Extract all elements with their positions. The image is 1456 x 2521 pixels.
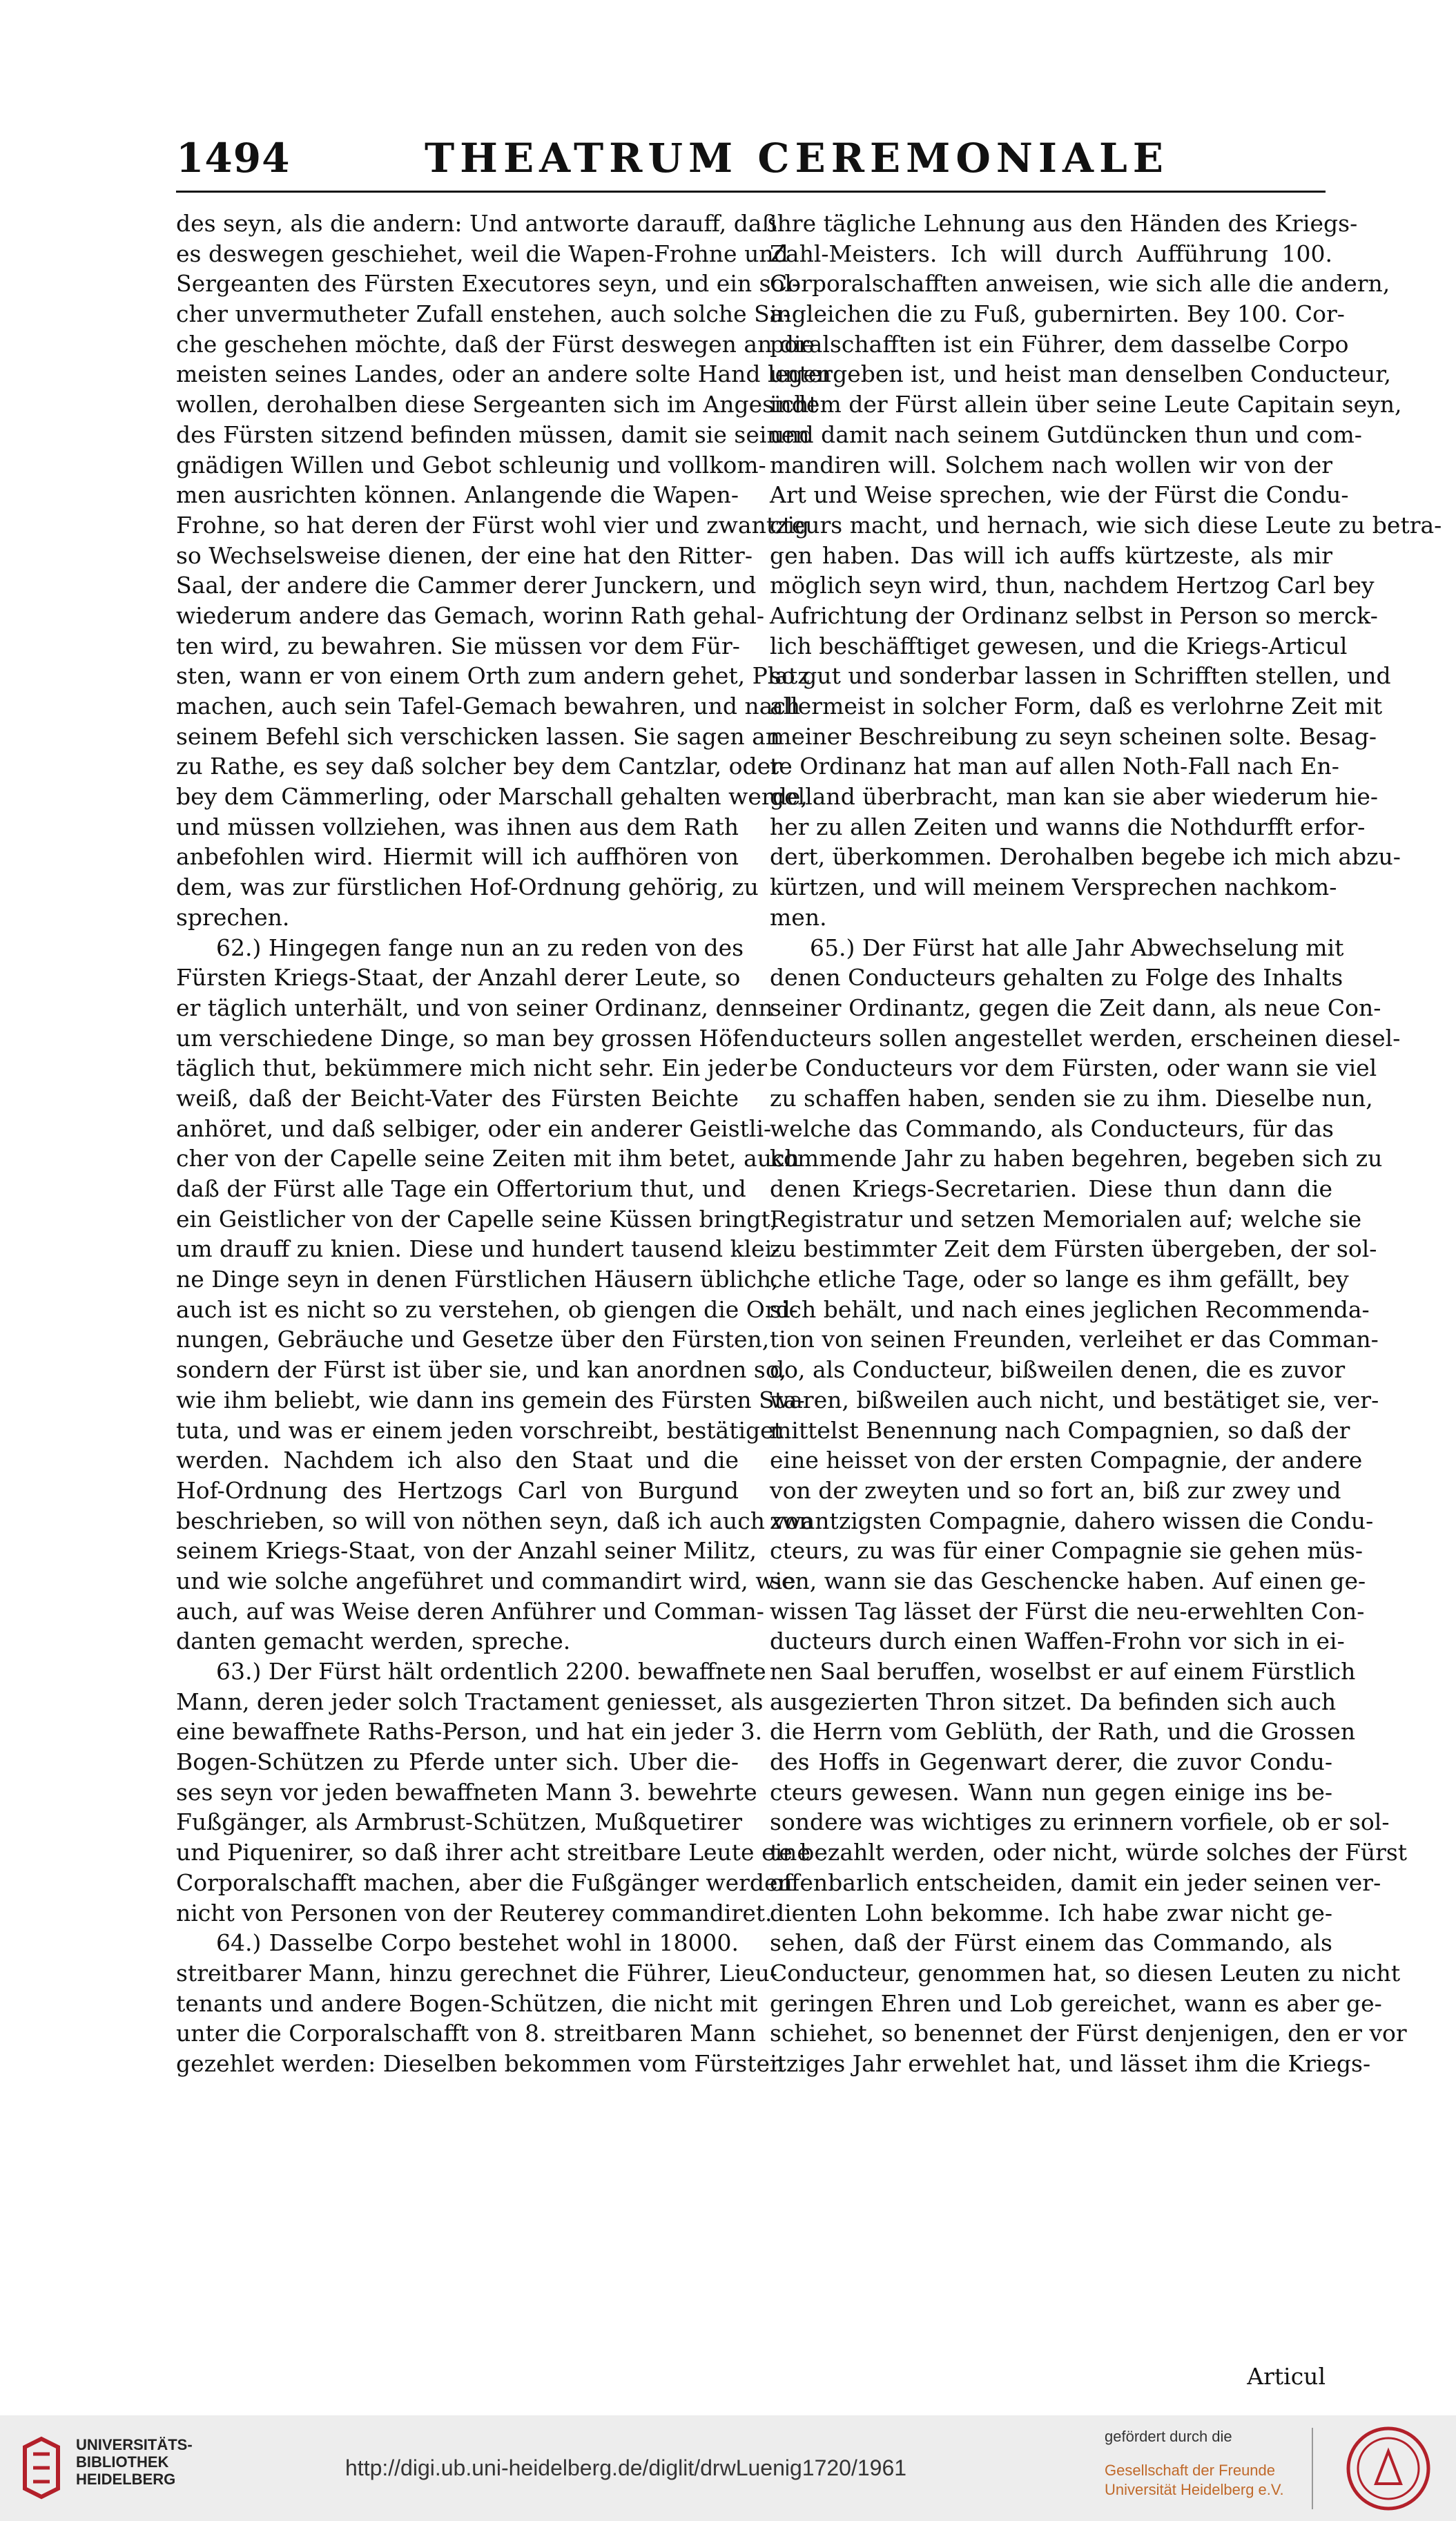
institution-line: HEIDELBERG xyxy=(76,2471,176,2488)
text-line: cteurs, zu was für einer Compagnie sie gehen müs- xyxy=(770,1537,1363,1565)
text-line: Hof-Ordnung des Hertzogs Carl von Burgund xyxy=(176,1476,739,1504)
text-line: seinem Kriegs-Staat, von der Anzahl seiner Militz, xyxy=(176,1537,757,1565)
text-line: denen Kriegs-Secretarien. Diese thun dann die xyxy=(770,1175,1332,1202)
text-line: nen Saal beruffen, woselbst er auf einem Fürstlich xyxy=(770,1658,1356,1685)
text-line: so gut und sonderbar lassen in Schrifften stellen, und xyxy=(770,662,1391,690)
text-line: Aufrichtung der Ordinanz selbst in Person so merck- xyxy=(770,601,1378,629)
text-line: ausgezierten Thron sitzet. Da befinden sich auch xyxy=(770,1688,1337,1715)
text-line: mittelst Benennung nach Compagnien, so daß der xyxy=(770,1416,1350,1444)
text-line: be Conducteurs vor dem Fürsten, oder wann sie viel xyxy=(770,1054,1377,1082)
text-line: Saal, der andere die Cammer derer Junckern, und xyxy=(176,572,757,599)
text-line: welche das Commando, als Conducteurs, für das xyxy=(770,1114,1334,1142)
text-line: men ausrichten können. Anlangende die Wapen- xyxy=(176,481,739,509)
text-line: sondern der Fürst ist über sie, und kan anordnen so, xyxy=(176,1356,787,1384)
text-line: denen Conducteurs gehalten zu Folge des Inhalts xyxy=(770,964,1343,992)
text-line: Zahl-Meisters. Ich will durch Aufführung 100. xyxy=(770,240,1332,267)
page-header xyxy=(176,135,1322,190)
text-line: um drauff zu knien. Diese und hundert tausend klei- xyxy=(176,1235,780,1263)
text-line: cteurs gewesen. Wann nun gegen einige ins be- xyxy=(770,1778,1332,1806)
text-line: cher unvermutheter Zufall enstehen, auch solche Sa- xyxy=(176,300,791,328)
text-line: 62.) Hingegen fange nun an zu reden von des xyxy=(216,934,744,961)
text-line: seiner Ordinantz, gegen die Zeit dann, als neue Con- xyxy=(770,994,1381,1021)
text-line: Registratur und setzen Memorialen auf; welche sie xyxy=(770,1205,1362,1233)
text-line: Conducteur, genommen hat, so diesen Leuten zu nicht xyxy=(770,1959,1401,1987)
text-line: dienten Lohn bekomme. Ich habe zwar nicht ge- xyxy=(770,1899,1332,1926)
left-column xyxy=(176,209,832,2079)
text-line: sondere was wichtiges zu erinnern vorfiele, ob er sol- xyxy=(770,1808,1390,1836)
text-line: schiehet, so benennet der Fürst denjenigen, den er vor xyxy=(770,2020,1407,2047)
text-line: ingleichen die zu Fuß, gubernirten. Bey 100. Cor- xyxy=(770,300,1345,328)
text-line: gelland überbracht, man kan sie aber wiederum hie- xyxy=(770,783,1379,811)
text-line: gen haben. Das will ich auffs kürtzeste, als mir xyxy=(770,541,1332,569)
text-line: che geschehen möchte, daß der Fürst deswegen an die xyxy=(176,330,815,358)
text-line: werden. Nachdem ich also den Staat und die xyxy=(176,1447,739,1474)
text-line: ne Dinge seyn in denen Fürstlichen Häusern üblich, xyxy=(176,1266,779,1293)
text-line: täglich thut, bekümmere mich nicht sehr. Ein jeder xyxy=(176,1054,768,1082)
text-line: es deswegen geschiehet, weil die Wapen-Frohne und xyxy=(176,240,788,267)
text-line: Fürsten Kriegs-Staat, der Anzahl derer Leute, so xyxy=(176,964,741,992)
text-line: geringen Ehren und Lob gereichet, wann es aber ge- xyxy=(770,1989,1382,2017)
text-line: seinem Befehl sich verschicken lassen. Sie sagen an xyxy=(176,722,781,750)
text-line: te Ordinanz hat man auf allen Noth-Fall nach En- xyxy=(770,753,1339,780)
text-line: ten wird, zu bewahren. Sie müssen vor dem Für- xyxy=(176,632,740,659)
text-line: 63.) Der Fürst hält ordentlich 2200. bewaffnete xyxy=(216,1658,766,1685)
text-line: des Fürsten sitzend befinden müssen, damit sie seinen xyxy=(176,421,810,448)
text-line: zu bestimmter Zeit dem Fürsten übergeben, der sol- xyxy=(770,1235,1377,1263)
text-line: Mann, deren jeder solch Tractament geniesset, als xyxy=(176,1688,764,1715)
text-line: des seyn, als die andern: Und antworte darauff, daß xyxy=(176,210,777,237)
text-line: des Hoffs in Gegenwart derer, die zuvor Condu- xyxy=(770,1748,1332,1776)
text-line: ihre tägliche Lehnung aus den Händen des Kriegs- xyxy=(770,210,1358,237)
text-line: allermeist in solcher Form, daß es verlohrne Zeit mit xyxy=(770,693,1383,719)
text-line: gezehlet werden: Dieselben bekommen vom Fürsten xyxy=(176,2049,785,2077)
text-line: weiß, daß der Beicht-Vater des Fürsten Beichte xyxy=(176,1084,739,1112)
institution-name xyxy=(76,2436,193,2488)
text-line: sten, wann er von einem Orth zum andern gehet, Platz xyxy=(176,662,810,690)
text-line: Fußgänger, als Armbrust-Schützen, Mußquetirer xyxy=(176,1808,742,1836)
text-line: beschrieben, so will von nöthen seyn, daß ich auch von xyxy=(176,1507,814,1534)
text-line: und wie solche angeführet und commandirt wird, wie xyxy=(176,1567,796,1594)
text-line: bey dem Cämmerling, oder Marschall gehalten werde, xyxy=(176,783,808,811)
society-line: Gesellschaft der Freunde xyxy=(1105,2462,1276,2479)
text-line: tion von seinen Freunden, verleihet er das Comman- xyxy=(770,1326,1379,1353)
page-number: 1494 xyxy=(176,135,291,182)
text-line: wie ihm beliebt, wie dann ins gemein des Fürsten Sta- xyxy=(176,1386,805,1413)
text-line: meisten seines Landes, oder an andere solte Hand legen xyxy=(176,360,832,388)
text-line: danten gemacht werden, spreche. xyxy=(176,1627,571,1655)
text-line: indem der Fürst allein über seine Leute Capitain seyn, xyxy=(770,391,1402,418)
text-line: cher von der Capelle seine Zeiten mit ihm betet, auch xyxy=(176,1145,799,1172)
text-line: tuta, und was er einem jeden vorschreibt, bestätiget xyxy=(176,1416,783,1444)
text-line: eine bewaffnete Raths-Person, und hat ein jeder 3. xyxy=(176,1718,763,1746)
text-line: wissen Tag lässet der Fürst die neu-erwehlten Con- xyxy=(770,1597,1365,1625)
text-line: kommende Jahr zu haben begehren, begeben sich zu xyxy=(770,1145,1383,1172)
text-line: Art und Weise sprechen, wie der Fürst die Condu- xyxy=(770,481,1349,509)
text-line: poralschafften ist ein Führer, dem dasselbe Corpo xyxy=(770,330,1349,358)
header-rule xyxy=(176,191,1326,193)
text-line: itziges Jahr erwehlet hat, und lässet ihm die Kriegs- xyxy=(770,2049,1371,2077)
text-line: streitbarer Mann, hinzu gerechnet die Führer, Lieu- xyxy=(176,1959,777,1987)
text-line: von der zweyten und so fort an, biß zur zwey und xyxy=(770,1476,1341,1504)
text-line: lich beschäfftiget gewesen, und die Kriegs-Articul xyxy=(770,632,1348,659)
text-line: ducteurs sollen angestellet werden, erscheinen diesel- xyxy=(770,1024,1401,1052)
text-line: zu schaffen haben, senden sie zu ihm. Dieselbe nun, xyxy=(770,1084,1373,1112)
text-line: 64.) Dasselbe Corpo bestehet wohl in 18000. xyxy=(216,1929,739,1957)
text-line: möglich seyn wird, thun, nachdem Hertzog Carl bey xyxy=(770,572,1375,599)
text-line: Corporalschafften anweisen, wie sich alle die andern, xyxy=(770,270,1390,298)
text-line: machen, auch sein Tafel-Gemach bewahren, und nach xyxy=(176,693,801,719)
text-line: sehen, daß der Fürst einem das Commando, als xyxy=(770,1929,1332,1957)
text-line: und Piquenirer, so daß ihrer acht streitbare Leute eine xyxy=(176,1839,810,1866)
funded-by-label: gefördert durch die xyxy=(1105,2428,1232,2445)
text-line: eine heisset von der ersten Compagnie, der andere xyxy=(770,1447,1363,1474)
text-line: Sergeanten des Fürsten Executores seyn, und ein sol- xyxy=(176,270,800,298)
text-line: gnädigen Willen und Gebot schleunig und vollkom- xyxy=(176,451,766,479)
text-line: daß der Fürst alle Tage ein Offertorium thut, und xyxy=(176,1175,746,1202)
text-line: auch ist es nicht so zu verstehen, ob giengen die Ord- xyxy=(176,1295,798,1323)
text-line: 65.) Der Fürst hat alle Jahr Abwechselung mit xyxy=(810,934,1344,961)
text-line: dert, überkommen. Derohalben begebe ich mich abzu- xyxy=(770,843,1401,871)
permalink-url[interactable]: http://digi.ub.uni-heidelberg.de/diglit/drwLuenig1720/1961 xyxy=(345,2455,907,2480)
text-line: zu Rathe, es sey daß solcher bey dem Cantzlar, oder xyxy=(176,753,782,780)
text-line: sich behält, und nach eines jeglichen Recommenda- xyxy=(770,1295,1370,1323)
text-line: cteurs macht, und hernach, wie sich diese Leute zu betra- xyxy=(770,511,1442,539)
right-column xyxy=(770,209,1442,2390)
text-line: tenants und andere Bogen-Schützen, die nicht mit xyxy=(176,1989,758,2017)
text-line: dem, was zur fürstlichen Hof-Ordnung gehörig, zu xyxy=(176,873,759,901)
text-line: nicht von Personen von der Reuterey commandiret. xyxy=(176,1899,773,1926)
institution-line: UNIVERSITÄTS- xyxy=(76,2436,193,2453)
text-line: sprechen. xyxy=(176,903,290,931)
text-line: meiner Beschreibung zu seyn scheinen solte. Besag- xyxy=(770,722,1377,750)
text-line: und müssen vollziehen, was ihnen aus dem Rath xyxy=(176,813,739,840)
text-line: und damit nach seinem Gutdüncken thun und com- xyxy=(770,421,1362,448)
society-name xyxy=(1105,2461,1284,2500)
text-line: anhöret, und daß selbiger, oder ein anderer Geistli- xyxy=(176,1114,772,1142)
society-line: Universität Heidelberg e.V. xyxy=(1105,2481,1284,2498)
text-line: untergeben ist, und heist man denselben Conducteur, xyxy=(770,360,1391,388)
text-line: zwantzigsten Compagnie, dahero wissen die Condu- xyxy=(770,1507,1374,1534)
text-line: so Wechselsweise dienen, der eine hat den Ritter- xyxy=(176,541,753,569)
text-line: die Herrn vom Geblüth, der Rath, und die Grossen xyxy=(770,1718,1356,1746)
text-line: kürtzen, und will meinem Versprechen nachkom- xyxy=(770,873,1337,901)
text-line: unter die Corporalschafft von 8. streitbaren Mann xyxy=(176,2020,757,2047)
text-line: Corporalschafft machen, aber die Fußgänger werden xyxy=(176,1868,793,1896)
university-seal-icon xyxy=(1345,2425,1432,2512)
footer-bar xyxy=(0,2415,1456,2521)
text-line: ducteurs durch einen Waffen-Frohn vor sich in ei- xyxy=(770,1627,1345,1655)
institution-line: BIBLIOTHEK xyxy=(76,2453,169,2471)
catchword: Articul xyxy=(1247,2363,1326,2390)
text-line: Frohne, so hat deren der Fürst wohl vier und zwantzig xyxy=(176,511,810,539)
text-line: ses seyn vor jeden bewaffneten Mann 3. bewehrte xyxy=(176,1778,757,1806)
text-line: wollen, derohalben diese Sergeanten sich im Angesicht xyxy=(176,391,818,418)
text-line: do, als Conducteur, bißweilen denen, die es zuvor xyxy=(770,1356,1346,1384)
text-line: che etliche Tage, oder so lange es ihm gefällt, bey xyxy=(770,1266,1349,1293)
text-line: her zu allen Zeiten und wanns die Nothdurfft erfor- xyxy=(770,813,1366,840)
footer-divider xyxy=(1312,2428,1313,2509)
text-line: men. xyxy=(770,903,827,931)
text-line: wiederum andere das Gemach, worinn Rath gehal- xyxy=(176,601,764,629)
text-line: nungen, Gebräuche und Gesetze über den Fürsten, xyxy=(176,1326,770,1353)
text-line: um verschiedene Dinge, so man bey grossen Höfen xyxy=(176,1024,769,1052)
text-line: anbefohlen wird. Hiermit will ich auffhören von xyxy=(176,843,739,871)
text-line: sen, wann sie das Geschencke haben. Auf einen ge- xyxy=(770,1567,1366,1594)
library-logo-icon xyxy=(15,2433,68,2502)
text-line: offenbarlich entscheiden, damit ein jeder seinen ver- xyxy=(770,1868,1381,1896)
text-line: ein Geistlicher von der Capelle seine Küssen bringt, xyxy=(176,1205,778,1233)
text-line: auch, auf was Weise deren Anführer und Comman- xyxy=(176,1597,764,1625)
text-line: waren, bißweilen auch nicht, und bestätiget sie, ver- xyxy=(770,1386,1379,1413)
text-line: te bezahlt werden, oder nicht, würde solches der Fürst xyxy=(770,1839,1408,1866)
text-line: mandiren will. Solchem nach wollen wir von der xyxy=(770,451,1332,479)
text-line: er täglich unterhält, und von seiner Ordinanz, denn xyxy=(176,994,773,1021)
text-line: Bogen-Schützen zu Pferde unter sich. Uber die- xyxy=(176,1748,739,1776)
running-title: THEATRUM CEREMONIALE xyxy=(425,135,1169,182)
